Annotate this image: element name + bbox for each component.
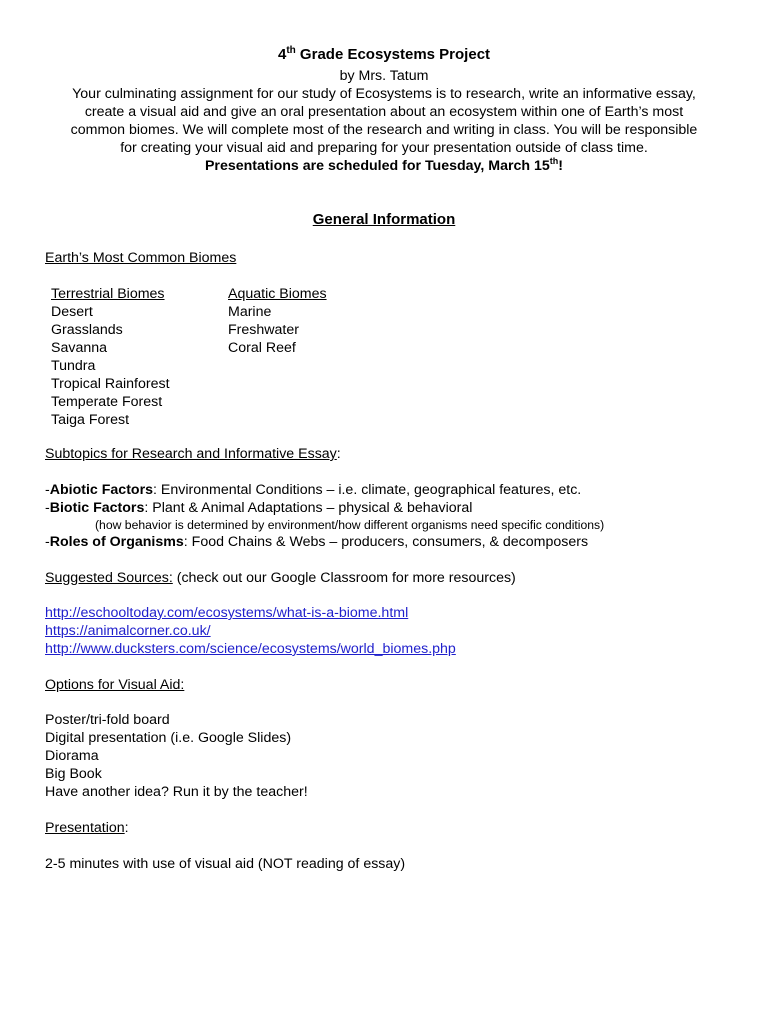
source-link-item xyxy=(45,604,408,622)
subtopics-heading-text: Subtopics for Research and Informative Essay xyxy=(45,446,337,462)
subtopic-text: : Food Chains & Webs – producers, consumers, & decomposers xyxy=(183,534,589,550)
title-rest: Grade Ecosystems Project xyxy=(295,46,491,63)
list-item: Taiga Forest xyxy=(51,412,130,428)
intro-line: for creating your visual aid and preparing for your presentation outside of class time. xyxy=(120,140,648,156)
visual-aid-heading: Options for Visual Aid: xyxy=(45,677,185,693)
list-item: Tundra xyxy=(51,358,96,374)
aquatic-biomes-heading: Aquatic Biomes xyxy=(228,286,327,302)
presentation-text: 2-5 minutes with use of visual aid (NOT reading of essay) xyxy=(45,856,406,872)
list-item: Savanna xyxy=(51,340,108,356)
subtopics-heading xyxy=(45,445,341,463)
presentation-heading-colon: : xyxy=(124,820,129,836)
list-item: Freshwater xyxy=(228,322,299,338)
list-item: Big Book xyxy=(45,766,102,782)
title-prefix: 4 xyxy=(277,46,287,63)
list-item: Digital presentation (i.e. Google Slides) xyxy=(45,730,292,746)
subtopic-text: : Environmental Conditions – i.e. climate, geographical features, etc. xyxy=(153,482,582,498)
sources-note: (check out our Google Classroom for more resources) xyxy=(172,570,516,586)
list-item: Temperate Forest xyxy=(51,394,163,410)
title-sup: th xyxy=(286,45,296,56)
list-item: Coral Reef xyxy=(228,340,296,356)
list-item: Poster/tri-fold board xyxy=(45,712,170,728)
presentation-date xyxy=(40,157,728,175)
page-title xyxy=(40,46,728,64)
biotic-note: (how behavior is determined by environment/how different organisms need specific conditions) xyxy=(95,518,605,532)
presentation-date-suffix: ! xyxy=(558,158,564,174)
subtopic-dash: - xyxy=(45,534,50,550)
list-item: Have another idea? Run it by the teacher! xyxy=(45,784,308,800)
source-link-ducksters[interactable]: http://www.ducksters.com/science/ecosystems/world_biomes.php xyxy=(45,641,456,657)
list-item: Grasslands xyxy=(51,322,123,338)
list-item: Marine xyxy=(228,304,272,320)
list-item: Diorama xyxy=(45,748,99,764)
subtopic-abiotic xyxy=(45,481,581,499)
general-info-heading xyxy=(40,211,728,229)
biomes-heading: Earth’s Most Common Biomes xyxy=(45,250,237,266)
subtopic-label: Biotic Factors xyxy=(49,500,145,516)
sources-heading xyxy=(45,569,516,587)
general-info-heading-text: General Information xyxy=(312,211,456,228)
subtopic-biotic xyxy=(45,499,472,517)
source-link-animalcorner[interactable]: https://animalcorner.co.uk/ xyxy=(45,623,211,639)
subtopic-dash: - xyxy=(45,482,50,498)
list-item: Desert xyxy=(51,304,93,320)
subtopic-text: : Plant & Animal Adaptations – physical & behavioral xyxy=(144,500,473,516)
source-link-item xyxy=(45,622,211,640)
list-item: Tropical Rainforest xyxy=(51,376,170,392)
subtopic-roles xyxy=(45,533,588,551)
presentation-date-text: Presentations are scheduled for Tuesday, March 15 xyxy=(204,158,550,174)
source-link-item xyxy=(45,640,456,658)
byline: by Mrs. Tatum xyxy=(339,68,429,84)
intro-line: common biomes. We will complete most of the research and writing in class. You will be responsible xyxy=(70,122,698,138)
intro-paragraph xyxy=(40,85,728,175)
presentation-heading xyxy=(45,819,129,837)
visual-aid-options xyxy=(45,711,308,801)
intro-line: Your culminating assignment for our study of Ecosystems is to research, write an informative essay, xyxy=(72,86,696,102)
source-link-eschooltoday[interactable]: http://eschooltoday.com/ecosystems/what-is-a-biome.html xyxy=(45,605,409,621)
subtopics-heading-colon: : xyxy=(336,446,341,462)
aquatic-biomes-list xyxy=(228,285,327,357)
terrestrial-biomes-heading: Terrestrial Biomes xyxy=(51,286,165,302)
subtopic-label: Abiotic Factors xyxy=(49,482,154,498)
presentation-heading-text: Presentation xyxy=(45,820,125,836)
presentation-date-sup: th xyxy=(549,156,559,166)
intro-line: create a visual aid and give an oral presentation about an ecosystem within one of Earth’s most xyxy=(84,104,684,120)
sources-heading-text: Suggested Sources: xyxy=(45,570,173,586)
subtopic-label: Roles of Organisms xyxy=(49,534,184,550)
terrestrial-biomes-list xyxy=(51,285,170,429)
subtopic-dash: - xyxy=(45,500,50,516)
